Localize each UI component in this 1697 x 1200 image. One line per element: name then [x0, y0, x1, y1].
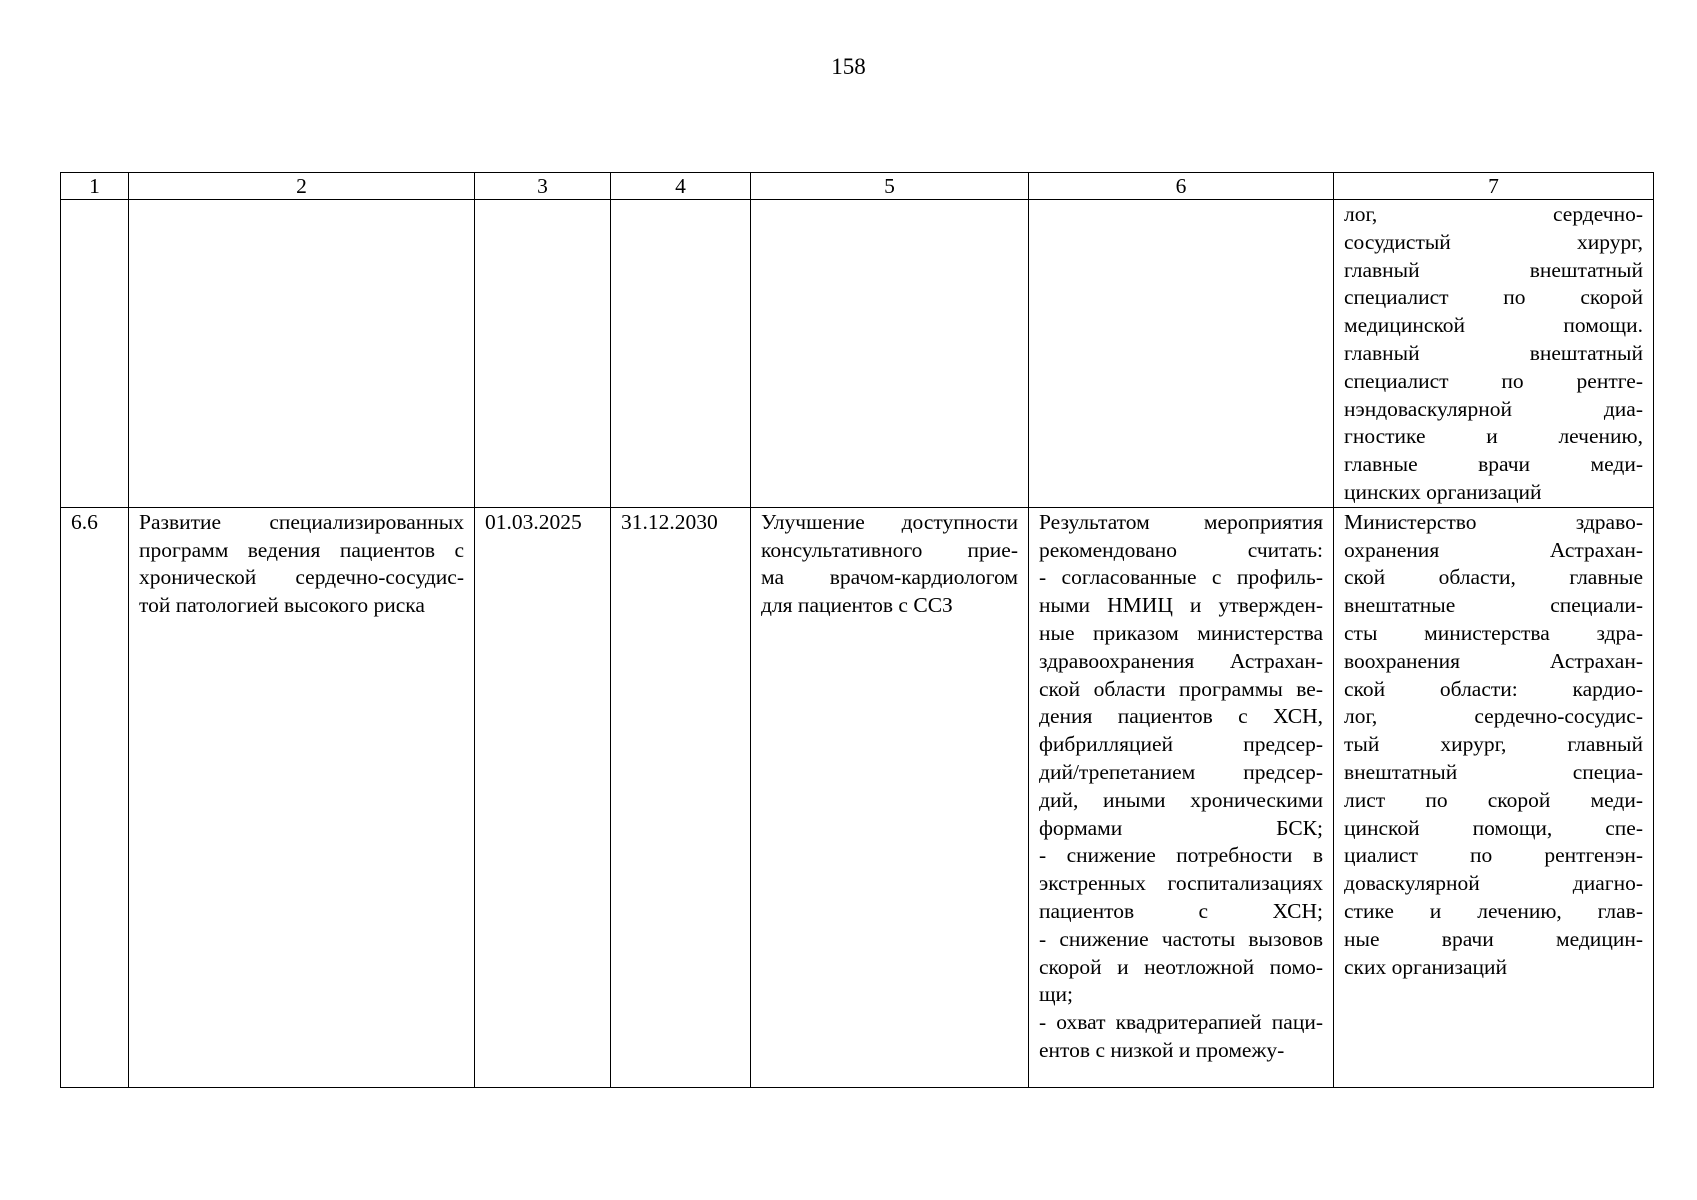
table-row [61, 507, 1654, 1087]
text-line: ные приказом министерства [1039, 620, 1323, 645]
page-number: 158 [831, 54, 866, 79]
text-line: щи; [1039, 982, 1074, 1007]
text-line: ской области программы ве- [1039, 676, 1323, 701]
text-line: лог, сердечно-сосудис- [1344, 704, 1643, 729]
cont-cell-2 [129, 200, 475, 508]
cont-cell-5 [751, 200, 1029, 508]
text-line: внештатный специа- [1344, 759, 1643, 784]
column-header-4: 4 [611, 173, 751, 200]
text-line: - снижение частоты вызовов [1039, 926, 1323, 951]
text-line: ских организаций [1344, 954, 1508, 979]
text-line: фибрилляцией предсер- [1039, 732, 1323, 757]
column-header-7: 7 [1334, 173, 1654, 200]
column-header-1: 1 [61, 173, 129, 200]
text-line: той патологией высокого риска [139, 593, 425, 618]
text-line: гностике и лечению, [1344, 424, 1643, 449]
text-line: дий, иными хроническими [1039, 787, 1323, 812]
text-line: дения пациентов с ХСН, [1039, 704, 1323, 729]
text-line: главный внештатный [1344, 340, 1643, 365]
column-header-6: 6 [1029, 173, 1334, 200]
text-line: циалист по рентгенэн- [1344, 843, 1643, 868]
text-line: сты министерства здра- [1344, 620, 1643, 645]
result-cell [1029, 507, 1334, 1087]
text-line: ные врачи медицин- [1344, 926, 1643, 951]
column-header-3: 3 [475, 173, 611, 200]
text-line: рекомендовано считать: [1039, 537, 1323, 562]
text-line: формами БСК; [1039, 815, 1323, 840]
text-line: консультативного прие- [761, 537, 1018, 562]
text-line: ской области, главные [1344, 565, 1643, 590]
text-line: доваскулярной диагно- [1344, 871, 1643, 896]
cont-cell-3 [475, 200, 611, 508]
text-line: внештатные специали- [1344, 593, 1643, 618]
column-number-row [61, 173, 1654, 200]
text-line: - согласованные с профиль- [1039, 565, 1323, 590]
text-line: ской области: кардио- [1344, 676, 1643, 701]
end-date: 31.12.2030 [611, 507, 751, 1087]
text-line: Министерство здраво- [1344, 509, 1643, 534]
text-line: - снижение потребности в [1039, 843, 1323, 868]
text-line: главный внештатный [1344, 257, 1643, 282]
measure-name-cell [129, 507, 475, 1087]
text-line: тый хирург, главный [1344, 732, 1643, 757]
text-line: скорой и неотложной помо- [1039, 954, 1323, 979]
column-header-2: 2 [129, 173, 475, 200]
text-line: нэндоваскулярной диа- [1344, 396, 1643, 421]
text-line: лог, сердечно- [1344, 202, 1643, 226]
text-line: цинской помощи, спе- [1344, 815, 1643, 840]
text-line: медицинской помощи. [1344, 313, 1643, 338]
text-line: Улучшение доступности [761, 509, 1018, 534]
cont-cell-1 [61, 200, 129, 508]
text-line: главные врачи меди- [1344, 452, 1643, 477]
text-line: ными НМИЦ и утвержден- [1039, 593, 1323, 618]
cont-cell-6 [1029, 200, 1334, 508]
continuation-row [61, 200, 1654, 508]
goal-cell [751, 507, 1029, 1087]
text-line: для пациентов с ССЗ [761, 593, 953, 618]
text-line: программ ведения пациентов с [139, 537, 464, 562]
text-line: цинских организаций [1344, 479, 1542, 504]
text-line: пациентов с ХСН; [1039, 898, 1323, 923]
start-date: 01.03.2025 [475, 507, 611, 1087]
responsible-cell [1334, 507, 1654, 1087]
measures-table [60, 172, 1654, 1088]
text-line: стике и лечению, глав- [1344, 898, 1643, 923]
text-line: охранения Астрахан- [1344, 537, 1643, 562]
row-number: 6.6 [61, 507, 129, 1087]
text-line: специалист по скорой [1344, 285, 1643, 310]
text-line: специалист по рентге- [1344, 368, 1643, 393]
text-line: сосудистый хирург, [1344, 229, 1643, 254]
cont-responsible-cell [1334, 200, 1654, 508]
text-line: - охват квадритерапией паци- [1039, 1010, 1323, 1035]
text-line: экстренных госпитализациях [1039, 871, 1323, 896]
text-line: воохранения Астрахан- [1344, 648, 1643, 673]
text-line: ентов с низкой и промежу- [1039, 1037, 1285, 1062]
cont-cell-4 [611, 200, 751, 508]
text-line: Результатом мероприятия [1039, 509, 1323, 534]
text-line: ма врачом-кардиологом [761, 565, 1018, 590]
text-line: лист по скорой меди- [1344, 787, 1643, 812]
text-line: здравоохранения Астрахан- [1039, 648, 1323, 673]
text-line: Развитие специализированных [139, 509, 464, 534]
text-line: дий/трепетанием предсер- [1039, 759, 1323, 784]
text-line: хронической сердечно-сосудис- [139, 565, 464, 590]
column-header-5: 5 [751, 173, 1029, 200]
